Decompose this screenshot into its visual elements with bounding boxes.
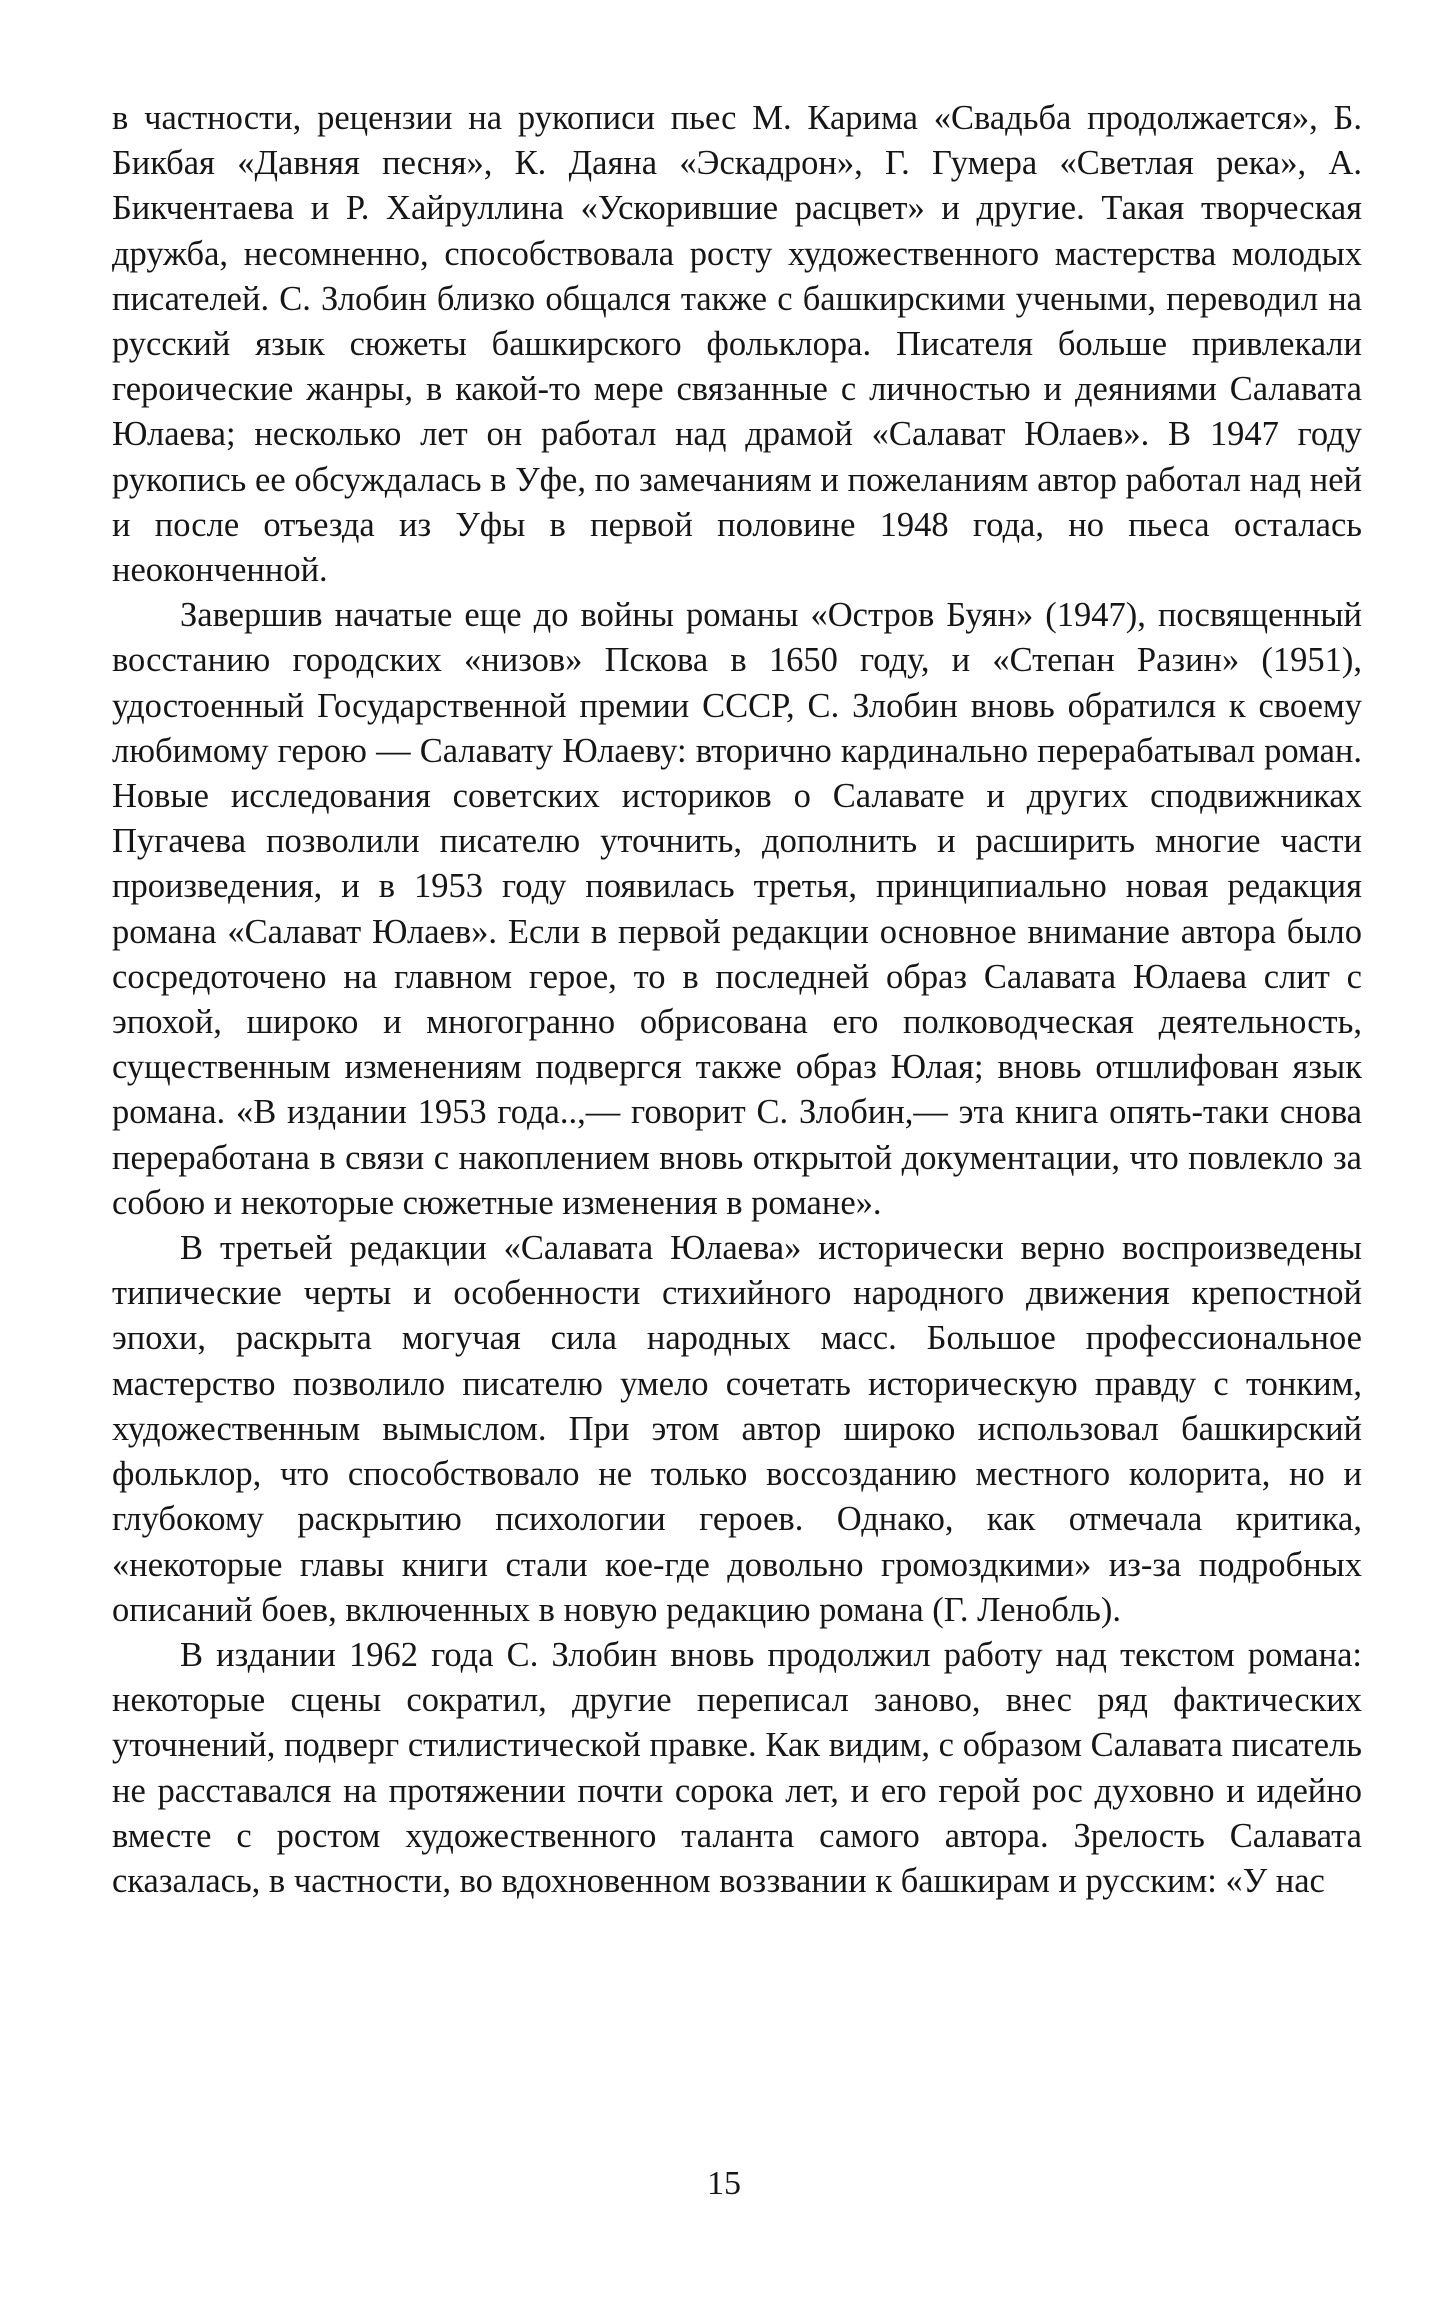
paragraph-3: В третьей редакции «Салавата Юлаева» исторически верно воспроизведены типические черты и особенности стихийного народного движения крепостной эпохи, раскрыта могучая сила народных масс. Большое профессиональное мастерство позволило писателю умело сочетать историческую правду с тонким, художественным вымыслом. При этом автор широко использовал башкирский фольклор, что способствовало не только воссозданию местного колорита, но и глубокому раскрытию психологии героев. Однако, как отмечала критика, «некоторые главы книги стали кое-где довольно громоздкими» из-за подробных описаний боев, включенных в новую редакцию романа (Г. Ленобль). [112, 1229, 1362, 1629]
page-number: 15 [707, 2165, 741, 2202]
paragraph-1: в частности, рецензии на рукописи пьес М. Карима «Свадьба продолжается», Б. Бикбая «Давняя песня», К. Даяна «Эскадрон», Г. Гумера «Светлая река», А. Бикчентаева и Р. Хайруллина «Ускорившие расцвет» и другие. Такая творческая дружба, несомненно, способствовала росту художественного мастерства молодых писателей. С. Злобин близко общался также с башкирскими учеными, переводил на русский язык сюжеты башкирского фольклора. Писателя больше привлекали героические жанры, в какой-то мере связанные с личностью и деяниями Салавата Юлаева; несколько лет он работал над драмой «Салават Юлаев». В 1947 году рукопись ее обсуждалась в Уфе, по замечаниям и пожеланиям автор работал над ней и после отъезда из Уфы в первой половине 1948 года, но пьеса осталась неоконченной. [112, 99, 1362, 590]
paragraph-2: Завершив начатые еще до войны романы «Остров Буян» (1947), посвященный восстанию городских «низов» Пскова в 1650 году, и «Степан Разин» (1951), удостоенный Государственной премии СССР, С. Злобин вновь обратился к своему любимому герою — Салавату Юлаеву: вторично кардинально перерабатывал роман. Новые исследования советских историков о Салавате и других сподвижниках Пугачева позволили писателю уточнить, дополнить и расширить многие части произведения, и в 1953 году появилась третья, принципиально новая редакция романа «Салават Юлаев». Если в первой редакции основное внимание автора было сосредоточено на главном герое, то в последней образ Салавата Юлаева слит с эпохой, широко и многогранно обрисована его полководческая деятельность, существенным изменениям подвергся также образ Юлая; вновь отшлифован язык романа. «В издании 1953 года..,— говорит С. Злобин,— эта книга опять-таки снова переработана в связи с накоплением вновь открытой документации, что повлекло за собою и некоторые сюжетные изменения в романе». [112, 596, 1362, 1222]
page-body [112, 96, 1362, 1904]
paragraph-4: В издании 1962 года С. Злобин вновь продолжил работу над текстом романа: некоторые сцены сократил, другие переписал заново, внес ряд фактических уточнений, подверг стилистической правке. Как видим, с образом Салавата писатель не расставался на протяжении почти сорока лет, и его герой рос духовно и идейно вместе с ростом художественного таланта самого автора. Зрелость Салавата сказалась, в частности, во вдохновенном воззвании к башкирам и русским: «У нас [112, 1635, 1362, 1900]
